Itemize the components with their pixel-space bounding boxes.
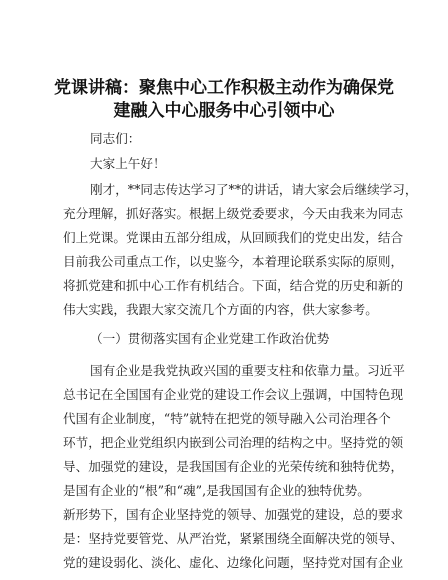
- paragraph-1-line: 目前我公司重点工作，以史鉴今，本着理论联系实际的原则，: [63, 254, 404, 269]
- paragraph-1-line: 们上党课。党课由五部分组成，从回顾我们的党史出发，结合: [63, 230, 404, 245]
- paragraph-2-line: 新形势下，国有企业坚持党的领导、加强党的建设，总的要求: [63, 507, 404, 522]
- paragraph-2-line: 是：坚持党要管党、从严治党，紧紧围绕全面解决党的领导、: [63, 531, 404, 546]
- paragraph-2-line: 导、加强党的建设，是我国国有企业的光荣传统和独特优势，: [63, 459, 404, 474]
- paragraph-2-line: 总书记在全国国有企业党的建设工作会议上强调，中国特色现: [63, 387, 404, 402]
- paragraph-2-line: 党的建设弱化、淡化、虚化、边缘化问题，坚持党对国有企业: [63, 555, 404, 570]
- paragraph-1-line: 充分理解，抓好落实。根据上级党委要求，今天由我来为同志: [63, 206, 404, 221]
- document-title-line-2: 建融入中心服务中心引领中心: [113, 101, 335, 121]
- section-heading: （一）贯彻落实国有企业党建工作政治优势: [90, 331, 330, 346]
- paragraph-1-line: 伟大实践，我跟大家交流几个方面的内容，供大家参考。: [63, 302, 378, 317]
- paragraph-2-line: 是国有企业的“根”和“魂”,是我国国有企业的独特优势。: [63, 483, 370, 498]
- greeting: 大家上午好！: [90, 156, 166, 171]
- paragraph-1-line: 将抓党建和抓中心工作有机结合。下面，结合党的历史和新的: [63, 278, 404, 293]
- paragraph-2-line: 国有企业是我党执政兴国的重要支柱和依靠力量。习近平: [90, 363, 405, 378]
- document-title-line-1: 党课讲稿：聚焦中心工作积极主动作为确保党: [54, 78, 394, 98]
- paragraph-2-line: 代国有企业制度，“特”就特在把党的领导融入公司治理各个: [63, 411, 391, 426]
- paragraph-1-line: 刚才，**同志传达学习了**的讲话，请大家会后继续学习，: [90, 182, 418, 197]
- paragraph-2-line: 环节，把企业党组织内嵌到公司治理的结构之中。坚持党的领: [63, 435, 404, 450]
- salutation: 同志们：: [90, 131, 141, 146]
